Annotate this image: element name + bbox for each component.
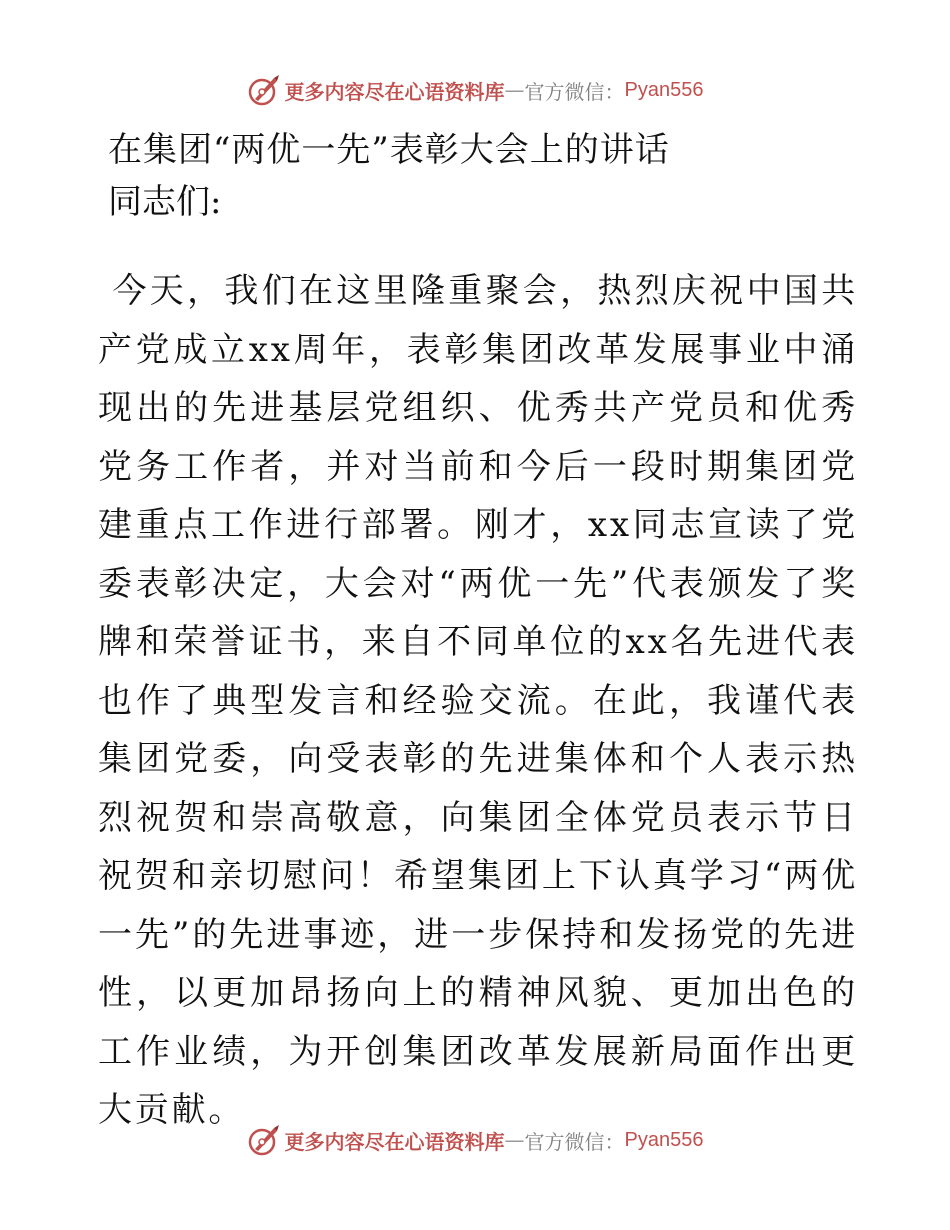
banner-main-text: 更多内容尽在心语资料库 (284, 79, 505, 104)
body-paragraph (98, 262, 858, 1140)
document-title: 在集团“两优一先”表彰大会上的讲话 (108, 130, 670, 170)
quill-logo-icon (247, 1123, 281, 1157)
header-banner (0, 70, 950, 110)
banner-official-label: 官方微信： (524, 79, 625, 104)
banner-main-text: 更多内容尽在心语资料库 (284, 1129, 505, 1154)
footer-banner (0, 1120, 950, 1160)
banner-dash: — (504, 78, 525, 102)
banner-dash: — (504, 1128, 525, 1152)
quill-logo-icon (247, 73, 281, 107)
salutation: 同志们: (108, 182, 222, 222)
banner-wechat-id: Pyan556 (624, 1128, 704, 1151)
banner-official-label: 官方微信： (524, 1129, 625, 1154)
banner-wechat-id: Pyan556 (624, 78, 704, 101)
paragraph-text: 今天，我们在这里隆重聚会，热烈庆祝中国共产党成立xx周年，表彰集团改革发展事业中涌现出的先进基层党组织、优秀共产党员和优秀党务工作者，并对当前和今后一段时期集团党建重点工作进行部署。刚才，xx同志宣读了党委表彰决定，大会对“两优一先”代表颁发了奖牌和荣誉证书，来自不同单位的xx名先进代表也作了典型发言和经验交流。在此，我谨代表集团党委，向受表彰的先进集体和个人表示热烈祝贺和崇高敬意，向集团全体党员表示节日祝贺和亲切慰问！希望集团上下认真学习“两优一先”的先进事迹，进一步保持和发扬党的先进性，以更加昂扬向上的精神风貌、更加出色的工作业绩，为开创集团改革发展新局面作出更大贡献。 (98, 271, 858, 1130)
